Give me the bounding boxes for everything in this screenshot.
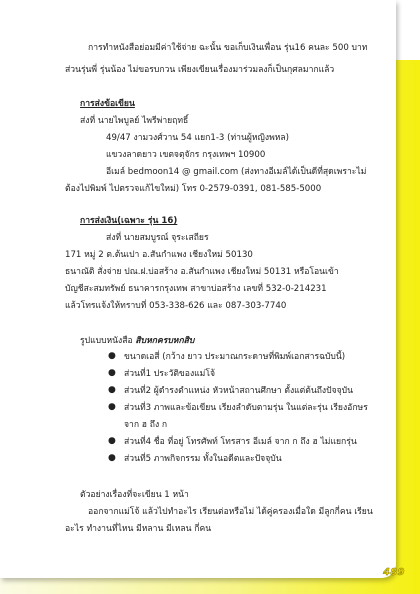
- page-edge: [392, 0, 420, 60]
- format-label-text: รูปแบบหนังสือ: [80, 336, 133, 346]
- format-bullet-2: ส่วนที่1 ประวัติของแม่โจ้: [124, 369, 215, 379]
- example-line-2: อะไร ทำงานที่ไหน มีหลาน มีเหลน กี่คน: [65, 524, 212, 534]
- bullet-dot: ●: [108, 436, 116, 446]
- format-bullet-4: ส่วนที่3 ภาพและข้อเขียน เรียงลำดับตามรุ่น ในแต่ละรุ่น เรียงอักษร: [124, 403, 368, 413]
- send-money-bank: บัญชีสะสมทรัพย์ ธนาคารกรุงเทพ สาขาบ่อสร้าง เลขที่ 532-0-214231: [65, 284, 327, 294]
- bullet-dot: ●: [108, 351, 116, 361]
- send-letter-recipient: ส่งที่ นายไพบูลย์ ไพรีพ่ายฤทธิ์: [80, 116, 189, 126]
- send-money-postal: ธนาณัติ สั่งจ่าย ปณ.ฝ.บ่อสร้าง อ.สันกำแพง เชียงใหม่ 50131 หรือโอนเข้า: [65, 267, 339, 277]
- send-letter-email-2: ต้องไปพิมพ์ ไปตรวจแก้ไขใหม่) โทร 0-2579-0391, 081-585-5000: [65, 184, 322, 194]
- format-bullet-3: ส่วนที่2 ผู้ดำรงตำแหน่ง หัวหน้าสถานศึกษา ตั้งแต่ต้นถึงปัจจุบัน: [124, 386, 353, 396]
- intro-line-2: ส่วนรุ่นพี่ รุ่นน้อง ไม่ขอรบกวน เพียงเขียนเรื่องมาร่วมลงก็เป็นกุศลมากแล้ว: [65, 65, 335, 75]
- bullet-dot: ●: [108, 385, 116, 395]
- intro-line-1: การทำหนังสือย่อมมีค่าใช้จ่าย ฉะนั้น ขอเก็บเงินเพื่อน รุ่น16 คนละ 500 บาท: [88, 43, 368, 53]
- format-emphasis: สิบหกครบหกสิบ: [135, 336, 195, 346]
- example-line-1: ออกจากแม่โจ้ แล้วไปทำอะไร เรียนต่อหรือไม่ ได้คู่ครองเมื่อใด มีลูกกี่คน เรียน: [88, 507, 373, 517]
- send-letter-address-2: แขวงลาดยาว เขตจตุจักร กรุงเทพฯ 10900: [106, 150, 266, 160]
- send-money-heading: การส่งเงิน(เฉพาะ รุ่น 16): [80, 216, 178, 226]
- example-title: ตัวอย่างเรื่องที่จะเขียน 1 หน้า: [80, 490, 189, 500]
- send-money-address: 171 หมู่ 2 ต.ต้นเปา อ.สันกำแพง เชียงใหม่ 50130: [65, 250, 253, 260]
- format-bullet-5: ส่วนที่4 ชื่อ ที่อยู่ โทรศัพท์ โทรสาร อีเมล์ จาก ก ถึง ฮ ไม่แยกรุ่น: [124, 437, 357, 447]
- format-bullet-6: ส่วนที่5 ภาพกิจกรรม ทั้งในอดีตและปัจจุบัน: [124, 454, 282, 464]
- bullet-dot: ●: [108, 453, 116, 463]
- page-number: 489: [383, 567, 405, 578]
- send-money-phone: แล้วโทรแจ้งให้ทราบที่ 053-338-626 และ 087-303-7740: [65, 301, 287, 311]
- bullet-dot: ●: [108, 368, 116, 378]
- format-label: [80, 336, 194, 347]
- format-bullet-1: ขนาดเอสี่ (กว้าง ยาว ประมาณกระดาษที่พิมพ์เอกสารฉบับนี้): [124, 352, 346, 362]
- send-letter-heading: การส่งข้อเขียน: [80, 99, 135, 109]
- send-letter-address-1: 49/47 งามวงศ์วาน 54 แยก1-3 (ท่านผู้หญิงพหล): [106, 133, 290, 143]
- send-money-recipient: ส่งที่ นายสมบูรณ์ จุระเสถียร: [106, 233, 209, 243]
- bullet-dot: ●: [108, 402, 116, 412]
- format-bullet-4-cont: จาก ฮ ถึง ก: [124, 420, 168, 430]
- send-letter-email-1: อีเมล์ bedmoon14 @ gmail.com (ส่งทางอีเมล์ได้เป็นดีที่สุดเพราะไม่: [106, 167, 367, 177]
